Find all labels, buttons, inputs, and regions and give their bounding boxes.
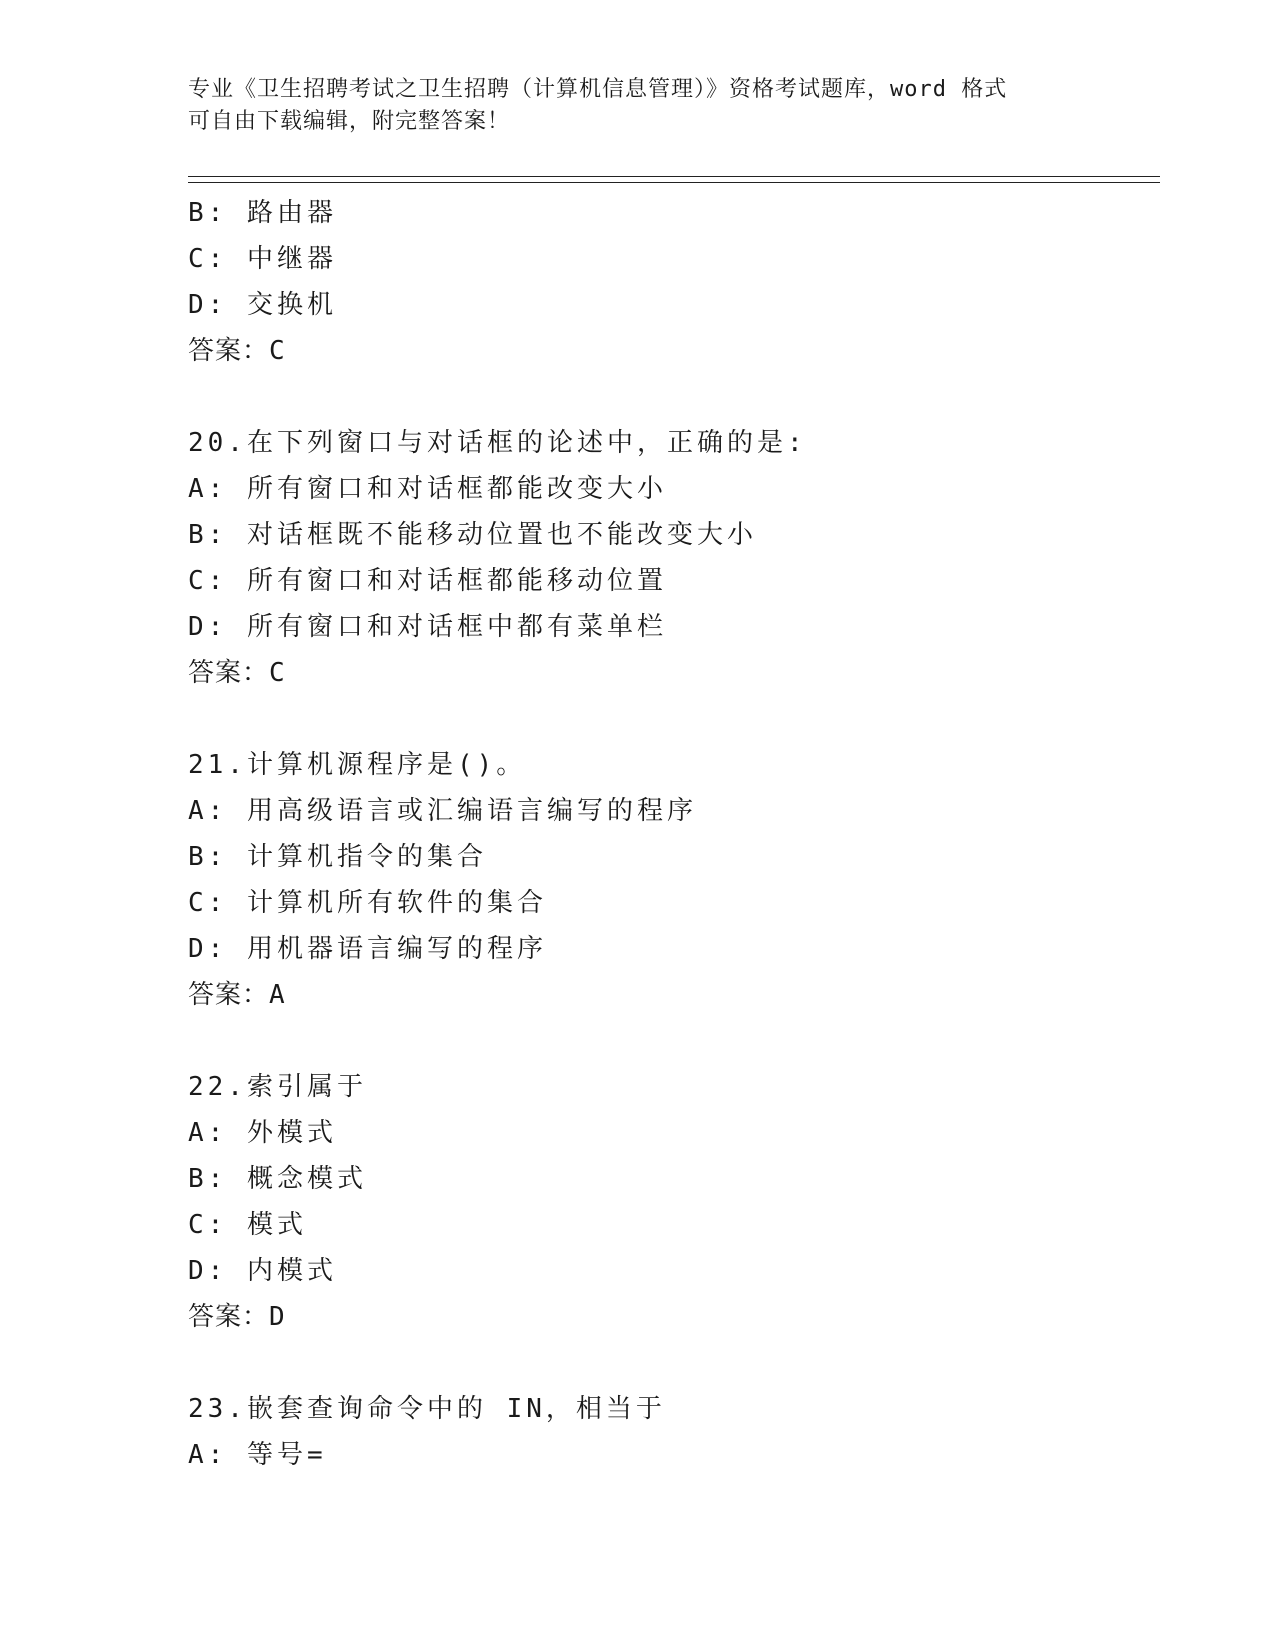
- question-block-22: [188, 1064, 1148, 1340]
- option-c: C: 计算机所有软件的集合: [188, 888, 547, 918]
- header-line-2: 可自由下载编辑，附完整答案！: [188, 109, 511, 134]
- answer-label: 答案：: [188, 1302, 270, 1332]
- option-c: C: 中继器: [188, 244, 337, 274]
- spacer: [188, 374, 1148, 420]
- option-d: D: 交换机: [188, 290, 337, 320]
- option-b: B: 路由器: [188, 198, 337, 228]
- option-c: C: 所有窗口和对话框都能移动位置: [188, 566, 667, 596]
- option-a: A: 所有窗口和对话框都能改变大小: [188, 474, 667, 504]
- answer-line: [188, 650, 1148, 696]
- question-block-21: [188, 742, 1148, 1018]
- answer-label: 答案：: [188, 336, 270, 366]
- option-d: D: 所有窗口和对话框中都有菜单栏: [188, 612, 667, 642]
- option-d: D: 用机器语言编写的程序: [188, 934, 547, 964]
- answer-value: A: [269, 980, 285, 1010]
- question-stem: 20.在下列窗口与对话框的论述中，正确的是:: [188, 428, 807, 458]
- answer-line: [188, 972, 1148, 1018]
- answer-line: [188, 1294, 1148, 1340]
- option-a: A: 等号=: [188, 1440, 327, 1470]
- spacer: [188, 1018, 1148, 1064]
- document-header: [188, 74, 1088, 138]
- option-b: B: 计算机指令的集合: [188, 842, 487, 872]
- option-a: A: 外模式: [188, 1118, 337, 1148]
- option-a: A: 用高级语言或汇编语言编写的程序: [188, 796, 697, 826]
- option-b: B: 概念模式: [188, 1164, 367, 1194]
- answer-line: [188, 328, 1148, 374]
- question-stem: 21.计算机源程序是()。: [188, 750, 527, 780]
- question-block-19: [188, 190, 1148, 374]
- header-divider-bottom: [188, 182, 1160, 183]
- spacer: [188, 696, 1148, 742]
- answer-value: C: [269, 658, 285, 688]
- question-stem: 22.索引属于: [188, 1072, 367, 1102]
- question-block-20: [188, 420, 1148, 696]
- question-block-23: [188, 1386, 1148, 1478]
- question-stem: 23.嵌套查询命令中的 IN，相当于: [188, 1394, 666, 1424]
- spacer: [188, 1340, 1148, 1386]
- header-divider-top: [188, 176, 1160, 177]
- option-c: C: 模式: [188, 1210, 307, 1240]
- header-line-1: 专业《卫生招聘考试之卫生招聘（计算机信息管理）》资格考试题库，word 格式: [188, 77, 1008, 102]
- answer-label: 答案：: [188, 980, 270, 1010]
- answer-label: 答案：: [188, 658, 270, 688]
- answer-value: D: [269, 1302, 285, 1332]
- option-b: B: 对话框既不能移动位置也不能改变大小: [188, 520, 757, 550]
- answer-value: C: [269, 336, 285, 366]
- option-d: D: 内模式: [188, 1256, 337, 1286]
- question-list: [188, 190, 1148, 1478]
